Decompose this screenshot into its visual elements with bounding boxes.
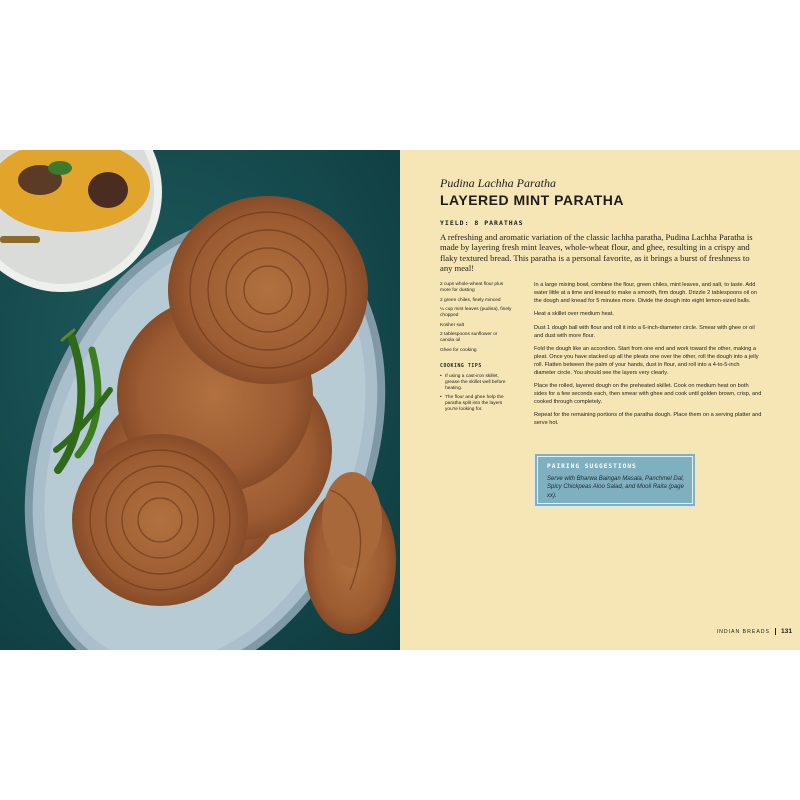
cooking-tip: • If using a cast-iron skillet, grease the skillet well before heating.	[440, 374, 508, 392]
footer-divider	[775, 628, 776, 635]
recipe-native-name: Pudina Lachha Paratha	[440, 176, 556, 190]
cooking-tip: • The flour and ghee help the paratha split into the layers you're looking for.	[440, 395, 508, 413]
ingredient-item: 2 tablespoons sunflower or canola oil	[440, 331, 498, 344]
pairing-heading: PAIRING SUGGESTIONS	[547, 463, 637, 470]
ingredient-item: 2 green chiles, finely minced	[440, 297, 501, 303]
page-number: 131	[780, 628, 792, 635]
section-name: INDIAN BREADS	[716, 628, 770, 635]
method-step: In a large mixing bowl, combine the flour, green chiles, mint leaves, and salt, to taste. Add water little at a time and knead to make a smooth, firm dough. Drizzle 2 tablespoons oil on the dough and knead for 5 minutes more. Divide the dough into eight lemon-sized balls.	[534, 282, 757, 304]
paratha-photo	[0, 150, 400, 650]
recipe-page	[400, 150, 800, 650]
book-spread	[0, 150, 800, 650]
pairing-suggestions-box	[534, 453, 696, 507]
method-steps	[534, 282, 762, 434]
page-footer	[717, 628, 792, 635]
method-step: Heat a skillet over medium heat.	[534, 311, 614, 318]
method-step: Dust 1 dough ball with flour and roll it into a 6-inch-diameter circle. Smear with ghee or oil and dust with more flour.	[534, 324, 755, 339]
cooking-tips-heading: COOKING TIPS	[440, 364, 482, 369]
method-step: Repeat for the remaining portions of the paratha dough. Place them on a serving platter and serve hot.	[534, 412, 762, 427]
ingredient-item: Kosher salt	[440, 322, 464, 328]
method-step: Fold the dough like an accordion. Start from one end and work toward the other, making a pleat. Once you have stacked up all the pleats one over the other, roll the dough into a jelly roll. Flatten between the palm of your hands, dust in flour, and roll into a 4-to-5-inch diameter circle. You should see the layers very clearly.	[534, 345, 759, 376]
ingredient-item: ¼ cup mint leaves (pudina), finely chopped	[440, 306, 512, 319]
recipe-yield: YIELD: 8 PARATHAS	[440, 219, 524, 227]
pairing-text: Serve with Bharwa Baingan Masala, Panchmel Dal, Spicy Chickpeas Aloo Salad, and Mooli Raita (page xx).	[547, 476, 685, 499]
ingredient-item: Ghee for cooking	[440, 347, 477, 353]
ingredient-item: 2 cups whole-wheat flour plus more for dusting	[440, 282, 504, 294]
method-step: Place the rolled, layered dough on the preheated skillet. Cook on medium heat on both sides for a few seconds each, then smear with ghee and cook until golden brown, crisp, and cooked through completely.	[534, 383, 762, 405]
cooking-tips-list	[440, 374, 508, 416]
recipe-intro: A refreshing and aromatic variation of the classic lachha paratha, Pudina Lachha Paratha is made by layering fresh mint leaves, whole-wheat flour, and ghee, resulting in a crispy and flaky textured bread. This paratha is a personal favorite, as it brings a burst of freshness to any meal!	[440, 232, 753, 274]
recipe-title: LAYERED MINT PARATHA	[440, 192, 624, 208]
ingredient-list	[440, 282, 512, 357]
